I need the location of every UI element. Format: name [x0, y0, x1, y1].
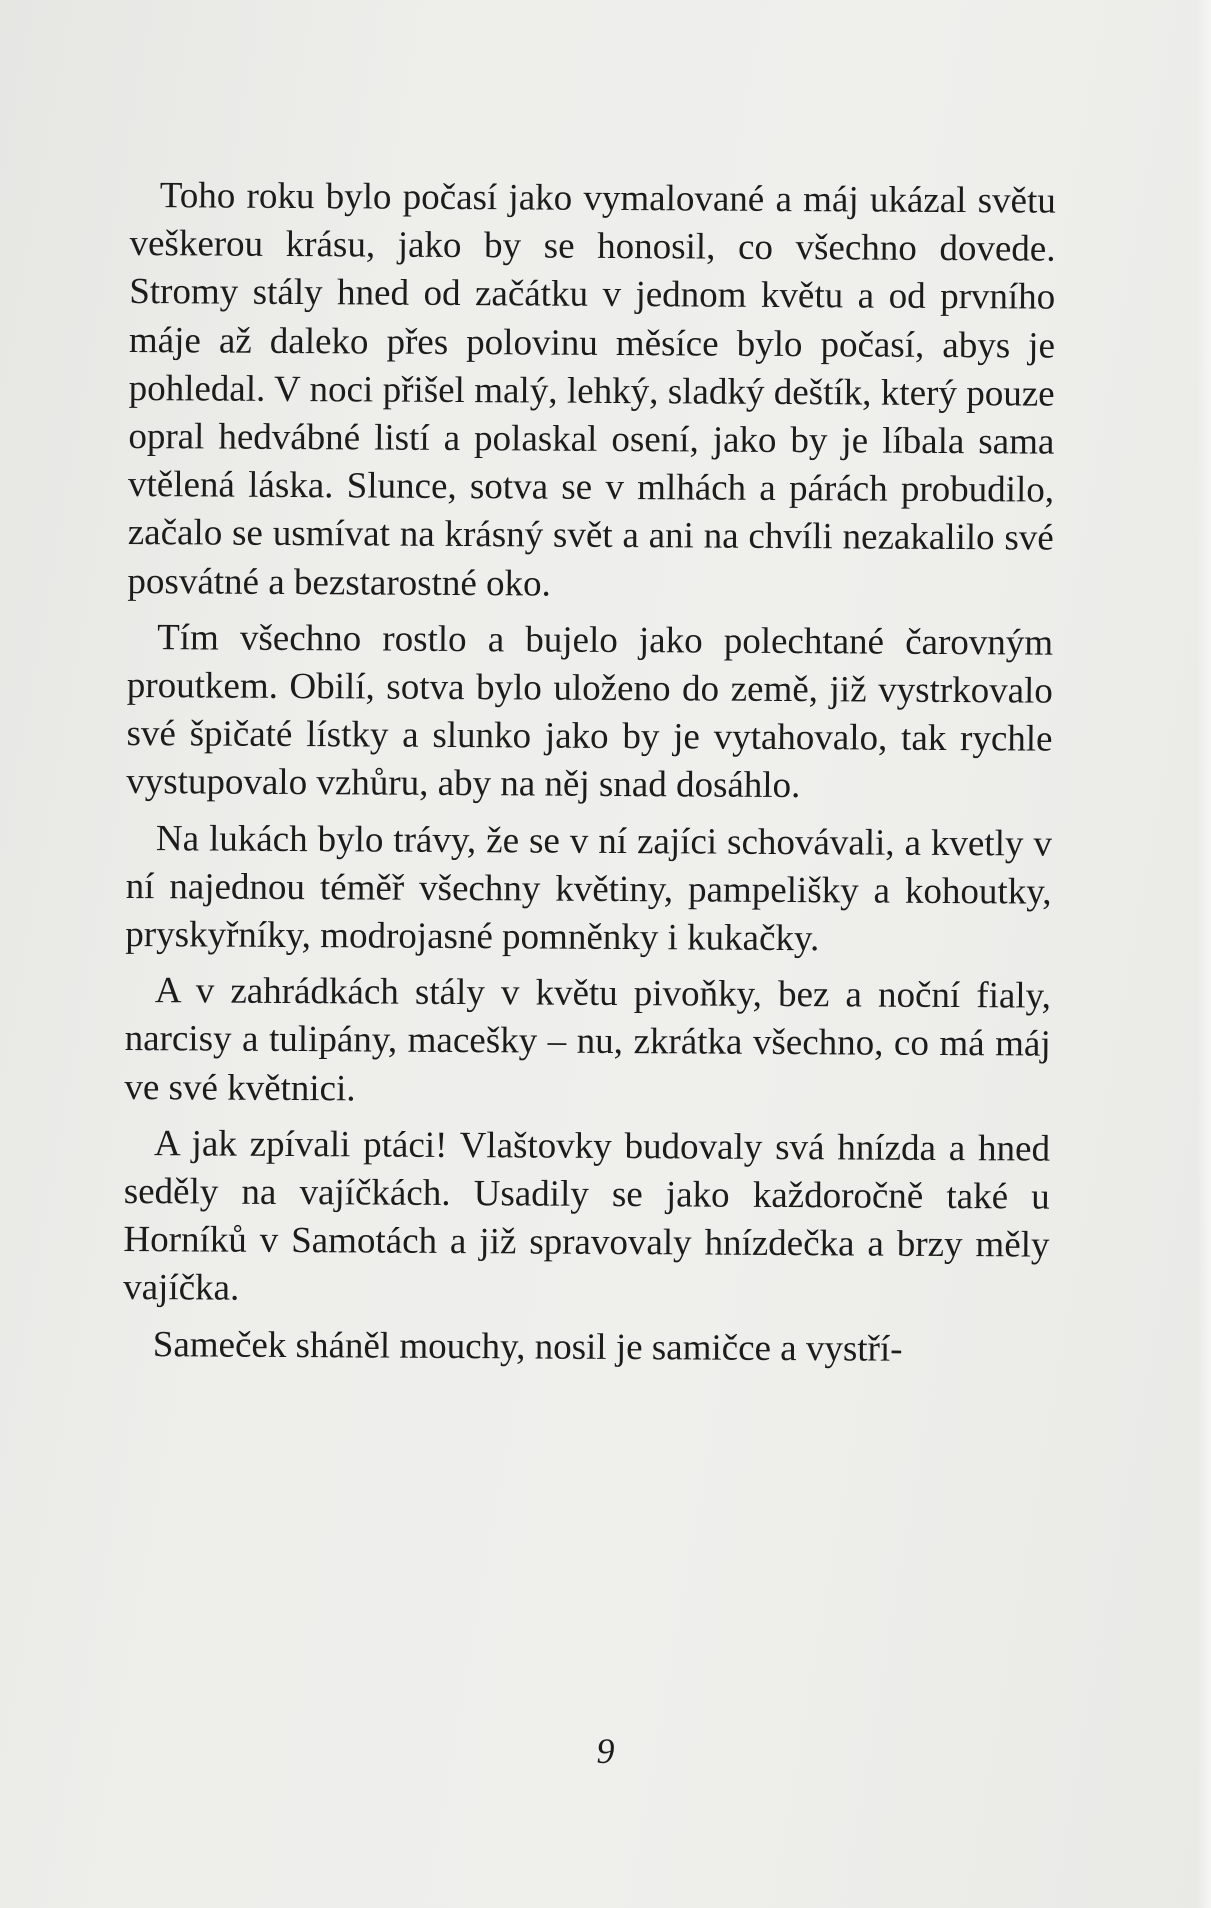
- paragraph: Tím všechno rostlo a bujelo jako polechtané čarovným proutkem. Obilí, sotva bylo uloženo do země, již vystrkovalo své špičaté lístky a slunko jako by je vytahovalo, tak rychle vystupovalo vzhůru, aby na něj snad dosáhlo.: [126, 617, 1054, 807]
- body-text: [123, 172, 1056, 1375]
- paragraph: A jak zpívali ptáci! Vlaštovky budovaly svá hnízda a hned seděly na vajíčkách. Usadily se jako každoročně také u Horníků v Samotách a již spravovaly hnízdečka a brzy měly vajíčka.: [123, 1123, 1051, 1310]
- page-edge: [1197, 0, 1211, 1908]
- page-number: 9: [596, 1731, 615, 1771]
- paragraph: Toho roku bylo počasí jako vymalované a máj ukázal světu veškerou krásu, jako by se honosil, co všechno dovede. Stromy stály hned od začátku v jednom květu a od prvního máje až daleko přes polovinu měsíce bylo počasí, abys je pohledal. V noci přišel malý, lehký, sladký deštík, který pouze opral hedvábné listí a polaskal osení, jako by je líbala sama vtělená láska. Slunce, sotva se v mlhách a párách probudilo, začalo se usmívat na krásný svět a ani na chvíli nezakalilo své posvátné a bezstarostné oko.: [127, 175, 1056, 605]
- paragraph: Sameček sháněl mouchy, nosil je samičce a vystří-: [152, 1323, 903, 1370]
- paragraph: A v zahrádkách stály v květu pivoňky, bez a noční fialy, narcisy a tulipány, macešky – nu, zkrátka všechno, co má máj ve své květnici.: [124, 970, 1052, 1110]
- paragraph: Na lukách bylo trávy, že se v ní zajíci schovávali, a kvetly v ní najednou téměř všechny květiny, pampelišky a kohoutky, pryskyřníky, modrojasné pomněnky i kukačky.: [125, 817, 1053, 960]
